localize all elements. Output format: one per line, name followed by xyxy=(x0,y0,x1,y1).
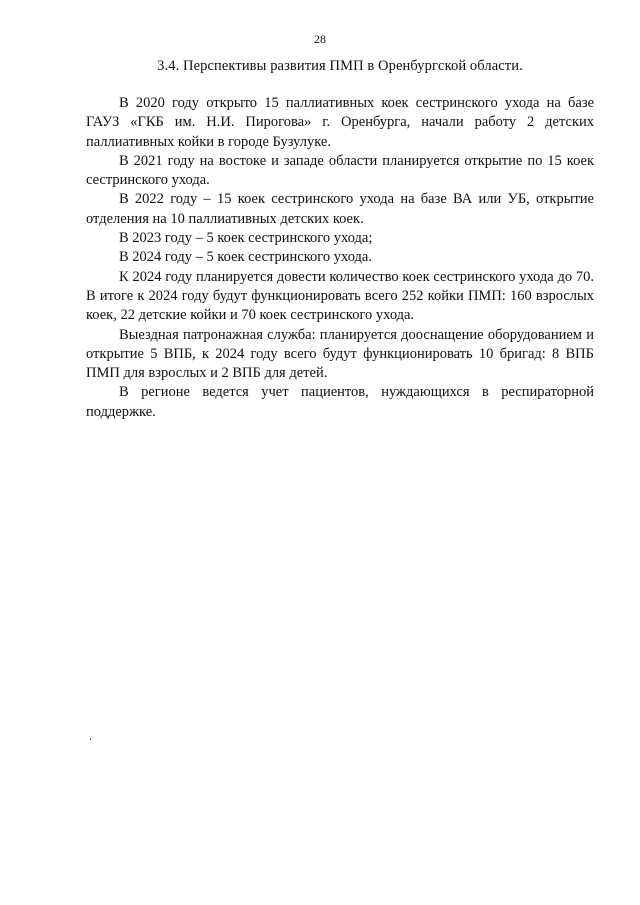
paragraph-2024: В 2024 году – 5 коек сестринского ухода. xyxy=(119,249,372,266)
paragraph-respiratory-support: В регионе ведется учет пациентов, нуждающихся в респираторной поддержке. xyxy=(86,384,594,420)
paragraph-2022: В 2022 году – 15 коек сестринского ухода на базе ВА или УБ, открытие отделения на 10 паллиативных детских коек. xyxy=(86,191,594,227)
section-heading: 3.4. Перспективы развития ПМП в Оренбургской области. xyxy=(157,58,523,74)
paragraph-2021: В 2021 году на востоке и западе области планируется открытие по 15 коек сестринского ухода. xyxy=(86,152,594,189)
body-text xyxy=(86,94,594,422)
page-number: 28 xyxy=(314,32,326,46)
scan-speck xyxy=(90,738,91,740)
paragraph-2023: В 2023 году – 5 коек сестринского ухода; xyxy=(119,230,373,247)
paragraph-target-2024: К 2024 году планируется довести количество коек сестринского ухода до 70. В итоге к 2024 году будут функционировать всего 252 койки ПМП: 160 взрослых коек, 22 детские койки и 70 коек сестринского ухода. xyxy=(86,268,594,324)
paragraph-2020: В 2020 году открыто 15 паллиативных коек сестринского ухода на базе ГАУЗ «ГКБ им. Н.И. Пирогова» г. Оренбурга, начали работу 2 детских паллиативных койки в городе Бузулуке. xyxy=(86,95,594,150)
paragraph-mobile-service: Выездная патронажная служба: планируется дооснащение оборудованием и открытие 5 ВПБ, к 2024 году всего будут функционировать 10 бригад: 8 ВПБ ПМП для взрослых и 2 ВПБ для детей. xyxy=(86,326,594,382)
